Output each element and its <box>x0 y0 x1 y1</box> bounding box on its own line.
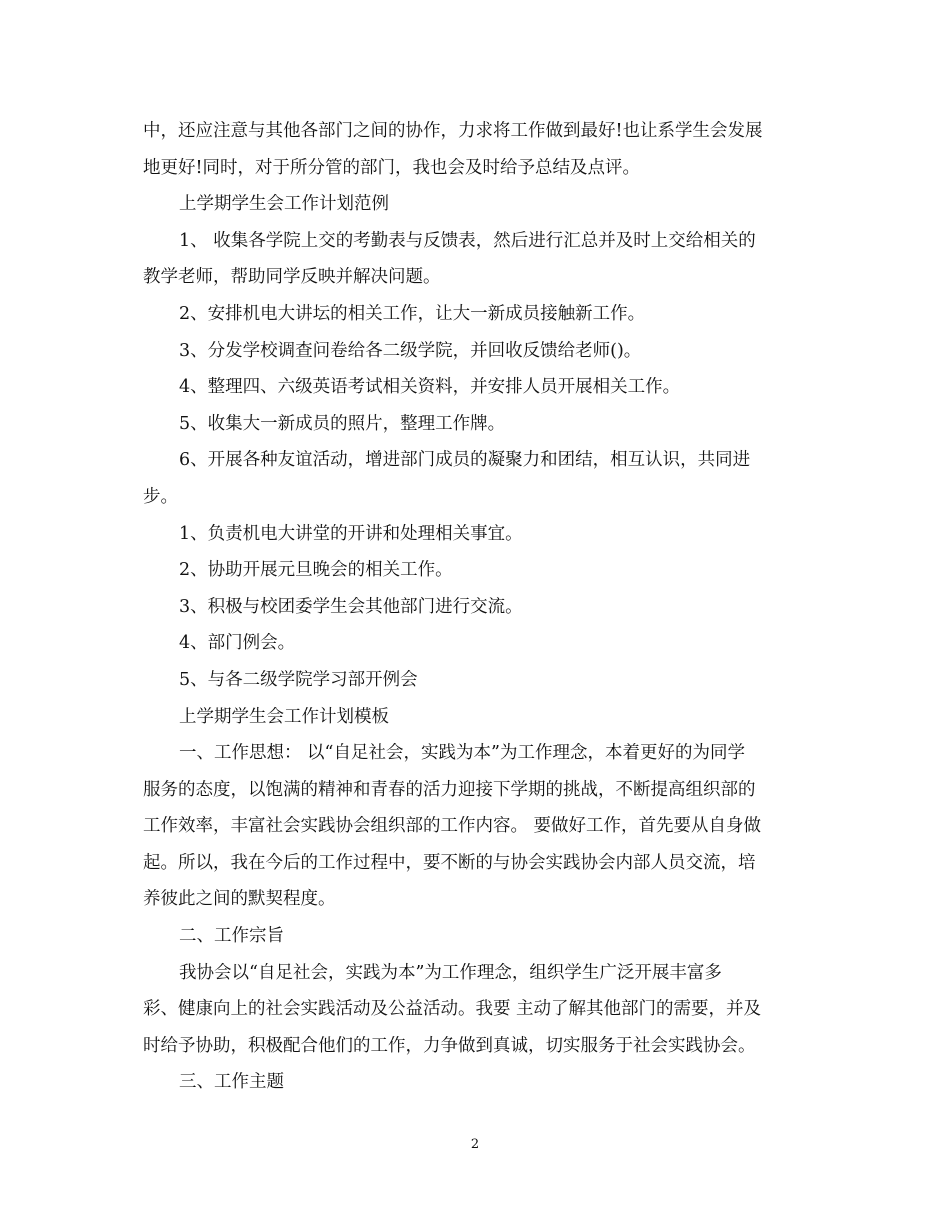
text-line: 上学期学生会工作计划范例 <box>179 194 389 215</box>
text-line: 5、与各二级学院学习部开例会 <box>179 669 418 690</box>
text-line: 6、开展各种友谊活动，增进部门成员的凝聚力和团结，相互认识，共同进 <box>179 450 751 471</box>
text-line: 我协会以“自足社会，实践为本”为工作理念，组织学生广泛开展丰富多 <box>179 962 722 983</box>
text-line: 工作效率，丰富社会实践协会组织部的工作内容。 要做好工作，首先要从自身做 <box>143 816 762 837</box>
text-line: 3、积极与校团委学生会其他部门进行交流。 <box>179 596 523 617</box>
text-line: 1、 收集各学院上交的考勤表与反馈表，然后进行汇总并及时上交给相关的 <box>179 230 756 251</box>
text-line: 中，还应注意与其他各部门之间的协作，力求将工作做到最好!也让系学生会发展 <box>143 121 763 141</box>
text-line: 4、整理四、六级英语考试相关资料，并安排人员开展相关工作。 <box>179 377 681 398</box>
text-line: 二、工作宗旨 <box>179 926 284 947</box>
text-line: 上学期学生会工作计划模板 <box>179 706 389 727</box>
text-line: 一、工作思想： 以“自足社会，实践为本”为工作理念，本着更好的为同学 <box>179 743 745 764</box>
text-line: 1、负责机电大讲堂的开讲和处理相关事宜。 <box>179 523 523 544</box>
text-line: 地更好!同时，对于所分管的部门，我也会及时给予总结及点评。 <box>143 157 641 178</box>
text-line: 彩、健康向上的社会实践活动及公益活动。我要 主动了解其他部门的需要，并及 <box>143 999 762 1020</box>
text-line: 5、收集大一新成员的照片，整理工作牌。 <box>179 413 506 434</box>
text-line: 三、工作主题 <box>179 1072 284 1093</box>
text-line: 2、安排机电大讲坛的相关工作，让大一新成员接触新工作。 <box>179 303 646 324</box>
text-line: 2、协助开展元旦晚会的相关工作。 <box>179 560 453 581</box>
page-number: 2 <box>470 1137 480 1152</box>
text-line: 步。 <box>143 486 178 507</box>
document-body <box>143 113 813 1101</box>
text-line: 4、部门例会。 <box>179 633 296 654</box>
text-line: 教学老师，帮助同学反映并解决问题。 <box>143 267 441 288</box>
text-line: 养彼此之间的默契程度。 <box>143 889 336 910</box>
text-line: 服务的态度，以饱满的精神和青春的活力迎接下学期的挑战，不断提高组织部的 <box>143 779 756 800</box>
text-line: 起。所以，我在今后的工作过程中，要不断的与协会实践协会内部人员交流，培 <box>143 852 756 873</box>
text-line: 3、分发学校调查问卷给各二级学院，并回收反馈给老师()。 <box>179 340 642 361</box>
text-line: 时给予协助，积极配合他们的工作，力争做到真诚，切实服务于社会实践协会。 <box>143 1035 756 1056</box>
